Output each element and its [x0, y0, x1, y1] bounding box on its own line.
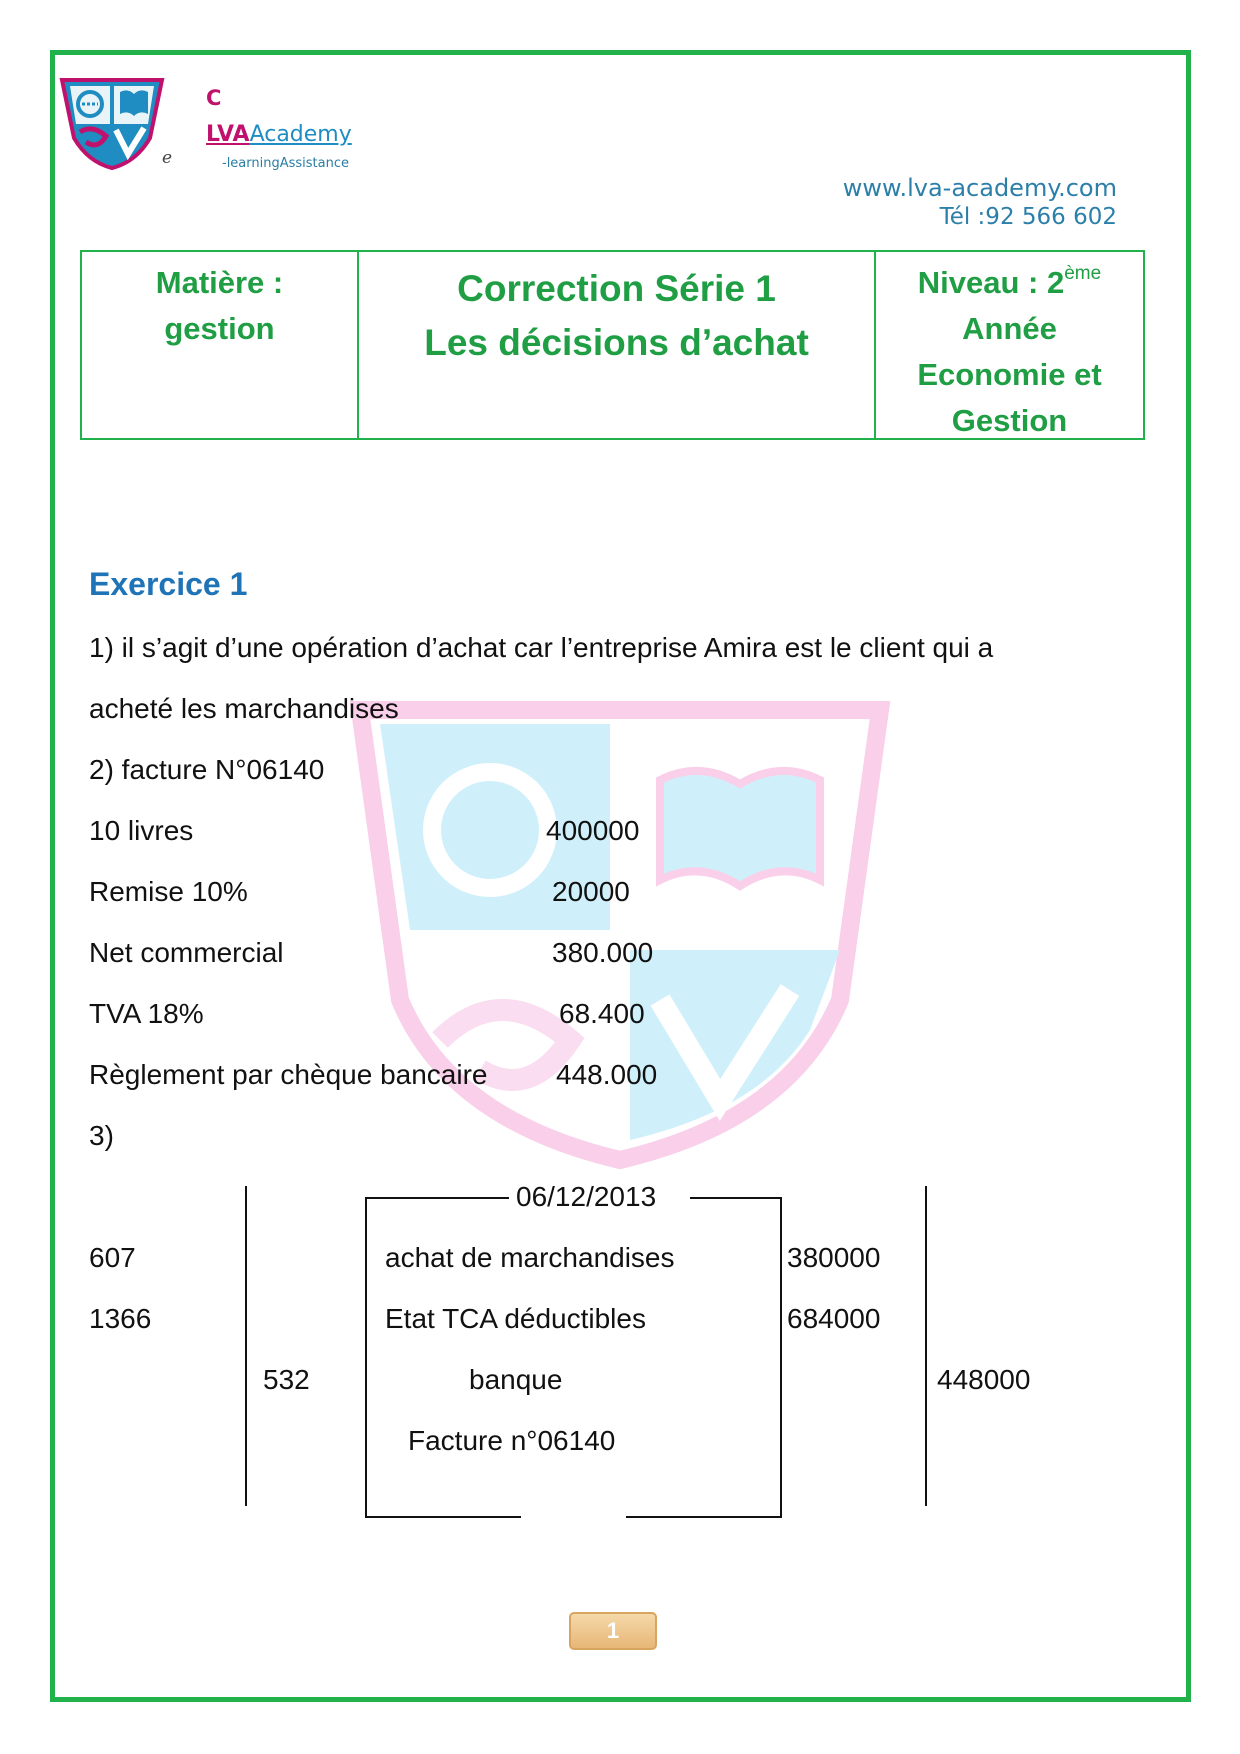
document-subtitle: Les décisions d’achat: [424, 322, 809, 363]
level-section-2: Gestion: [951, 403, 1068, 438]
journal-debit-amount: 684000: [787, 1303, 881, 1334]
journal-entry-label: achat de marchandises: [385, 1242, 675, 1273]
brand-tagline: -learningAssistance: [222, 156, 349, 171]
info-table: [80, 250, 1145, 440]
level-superscript: ème: [1064, 263, 1102, 284]
exercise-title: Exercice 1: [89, 566, 248, 602]
journal-bottom-rule-right: [626, 1516, 782, 1518]
journal-entry-label: banque: [469, 1364, 563, 1395]
academy-logo-icon: [58, 76, 166, 170]
journal-divider-label-left: [365, 1198, 367, 1518]
invoice-value: 448.000: [556, 1059, 658, 1090]
title-cell: [359, 252, 876, 438]
journal-divider-left: [245, 1186, 247, 1506]
level-section-1: Economie et: [917, 357, 1102, 392]
phone-number: Tél :92 566 602: [939, 204, 1117, 230]
brand-lva: LVA: [206, 122, 250, 147]
level-text: Niveau : 2: [917, 265, 1065, 300]
question-2: 2) facture N°06140: [89, 754, 325, 785]
document-title: Correction Série 1: [457, 268, 776, 309]
watermark-logo-icon: [340, 700, 900, 1170]
invoice-value: 380.000: [552, 937, 654, 968]
level-year: Année: [962, 311, 1057, 346]
invoice-value: 20000: [552, 876, 630, 907]
page-number-badge: 1: [569, 1612, 657, 1650]
subject-cell: [82, 252, 359, 438]
invoice-label: Net commercial: [89, 937, 284, 968]
subject-label: Matière :: [155, 265, 284, 300]
invoice-value: 400000: [546, 815, 640, 846]
level-label: [876, 260, 1143, 306]
journal-debit-amount: 380000: [787, 1242, 881, 1273]
question-3: 3): [89, 1120, 114, 1151]
brand-e-letter: e: [162, 148, 173, 168]
journal-bottom-rule-left: [365, 1516, 521, 1518]
invoice-value: 68.400: [559, 998, 645, 1029]
journal-top-rule-right: [690, 1197, 782, 1199]
invoice-label: 10 livres: [89, 815, 194, 846]
level-cell: [876, 252, 1143, 438]
journal-credit-amount: 448000: [937, 1364, 1031, 1395]
invoice-label: Remise 10%: [89, 876, 248, 907]
invoice-label: Règlement par chèque bancaire: [89, 1059, 488, 1090]
question-1-line-1: 1) il s’agit d’une opération d’achat car l’entreprise Amira est le client qui a: [89, 632, 994, 663]
journal-credit-account: 532: [263, 1364, 310, 1395]
journal-debit-account: 607: [89, 1242, 136, 1273]
journal-divider-label-right: [780, 1198, 782, 1518]
journal-divider-right: [925, 1186, 927, 1506]
journal-reference: Facture n°06140: [408, 1425, 616, 1456]
journal-top-rule-left: [365, 1197, 509, 1199]
question-1-line-2: acheté les marchandises: [89, 693, 399, 724]
journal-debit-account: 1366: [89, 1303, 152, 1334]
journal-date: 06/12/2013: [516, 1181, 657, 1212]
subject-value: gestion: [164, 311, 275, 346]
invoice-label: TVA 18%: [89, 998, 204, 1029]
journal-entry-label: Etat TCA déductibles: [385, 1303, 646, 1334]
brand-name: [206, 122, 352, 147]
brand-academy: Academy: [249, 122, 352, 147]
website-link[interactable]: www.lva-academy.com: [842, 174, 1117, 202]
brand-letter: C: [206, 86, 222, 110]
